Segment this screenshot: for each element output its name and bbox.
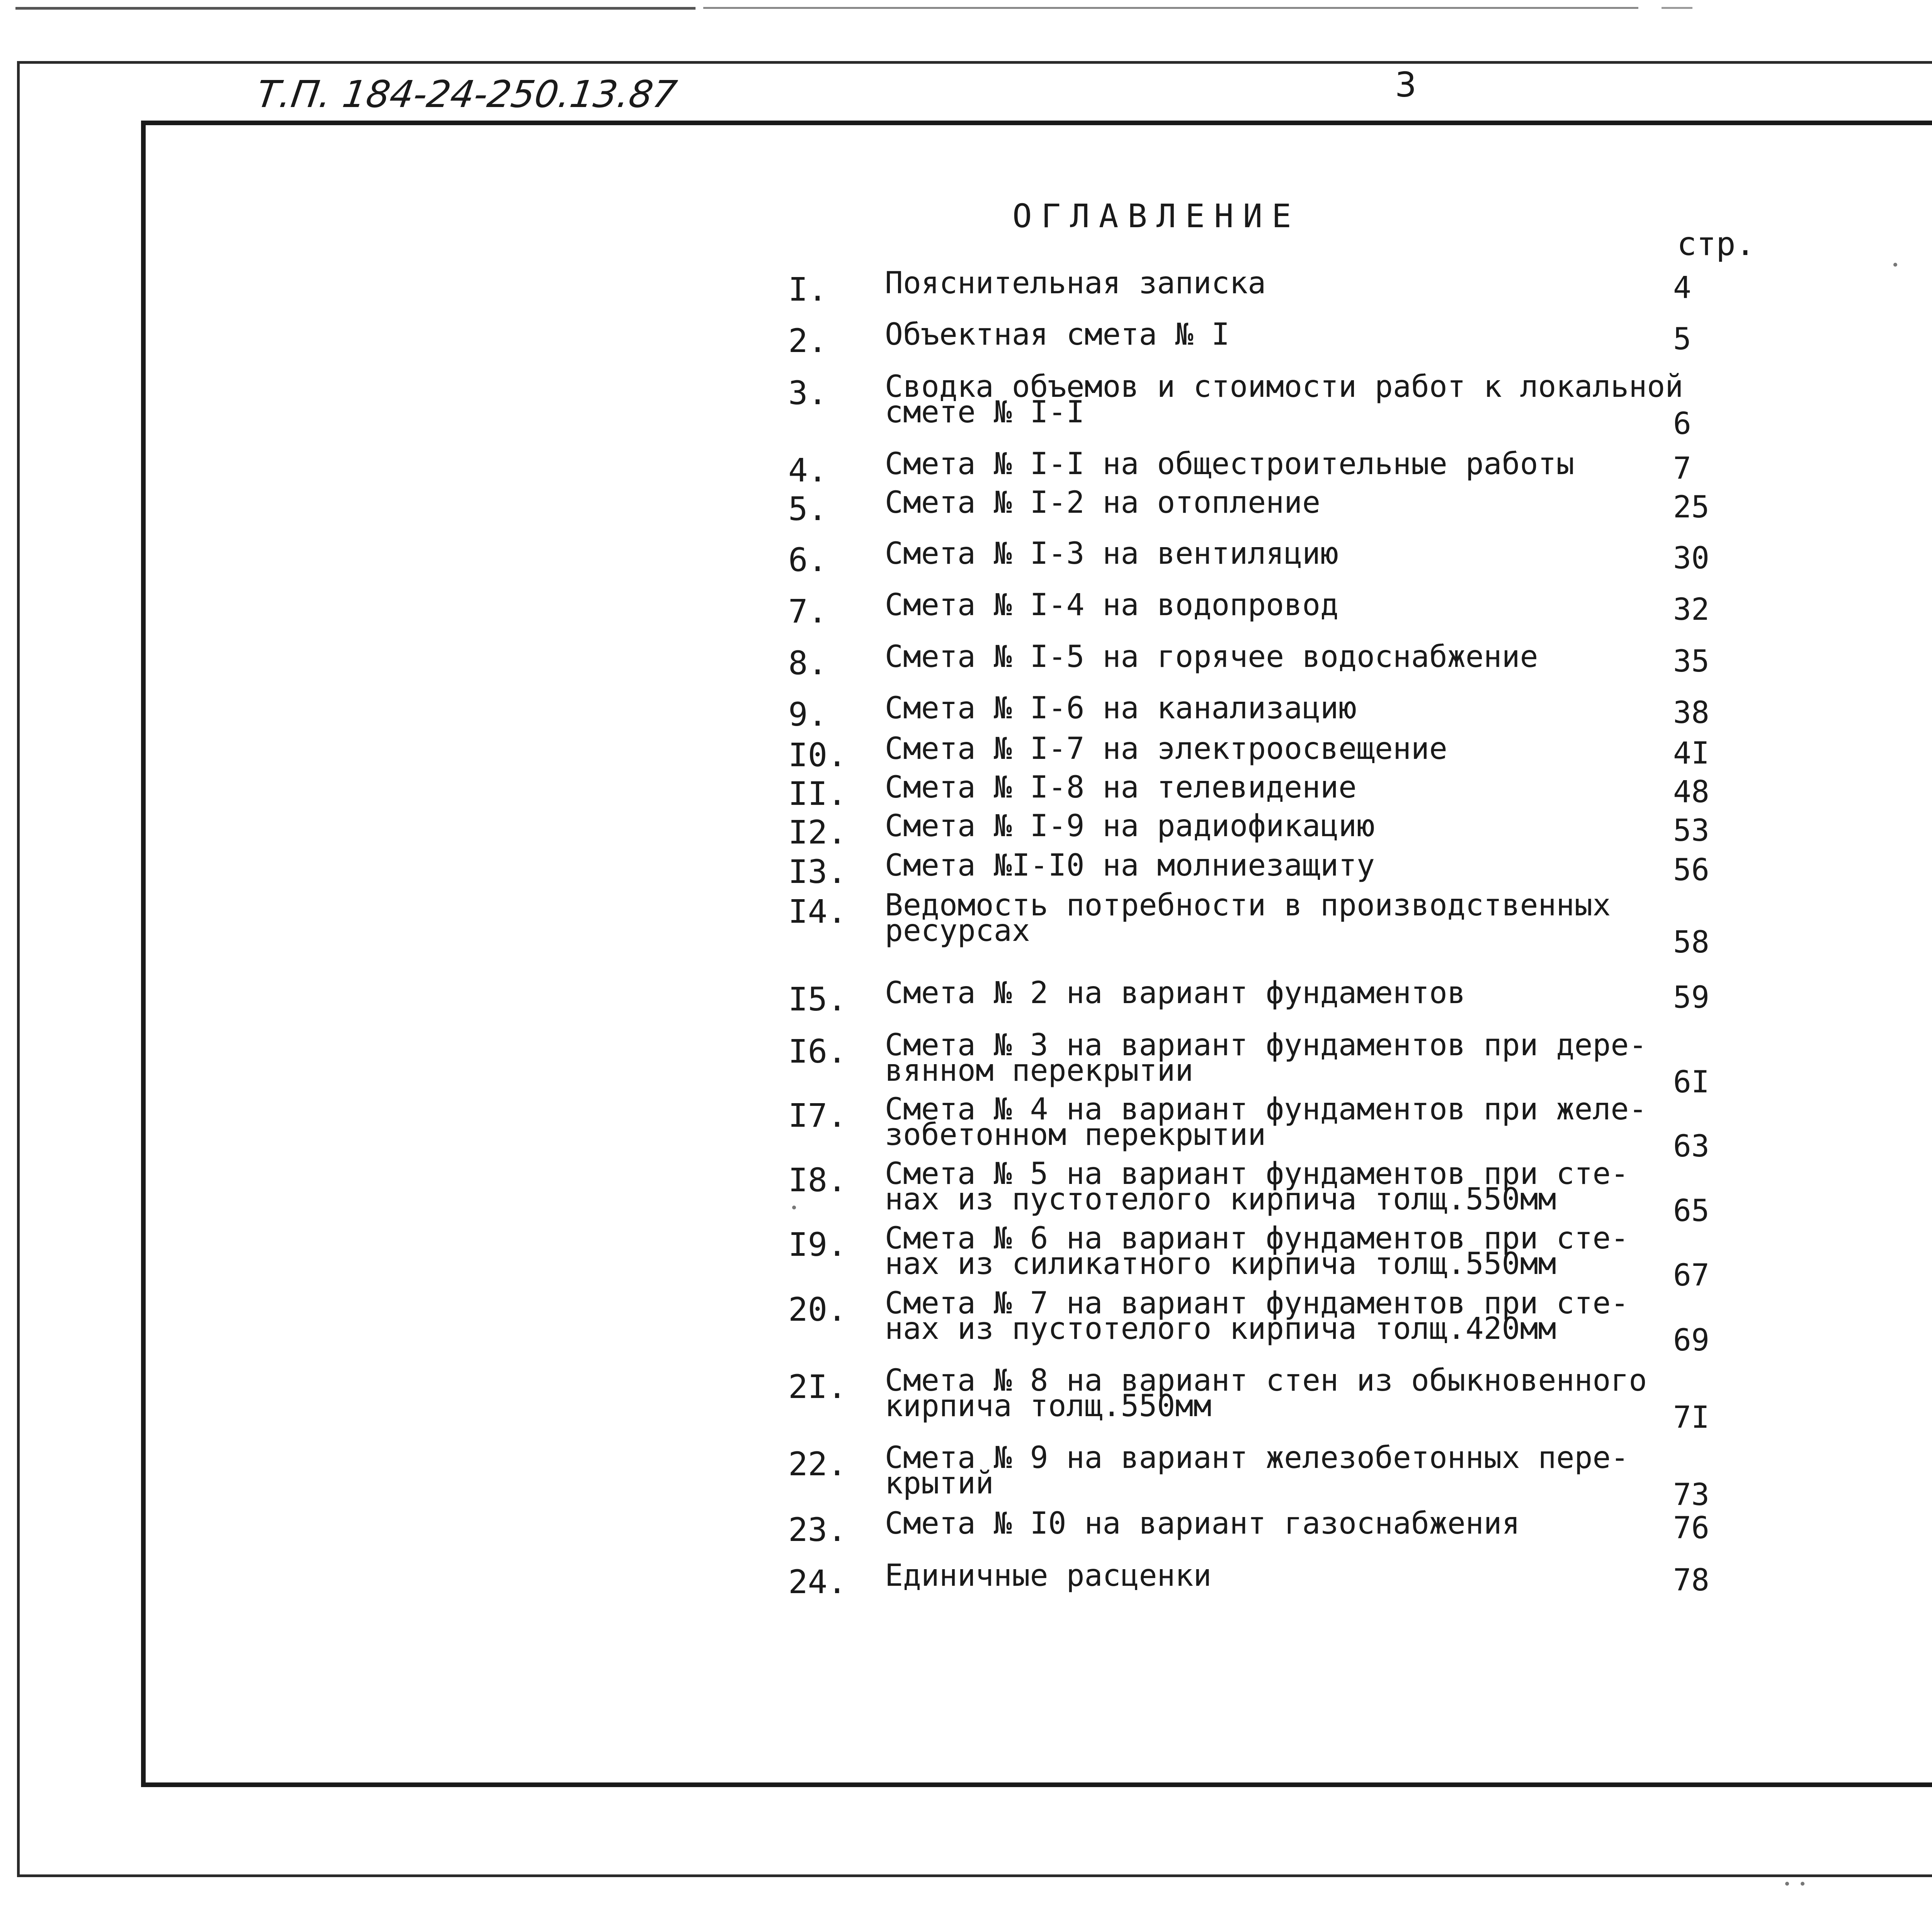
toc-entry-number: I6. [788, 1032, 847, 1070]
toc-entry-page: 63 [1673, 1129, 1709, 1164]
toc-entry-title: Смета № I-I на общестроительные работы [885, 447, 1575, 481]
toc-entry-number: I4. [788, 893, 847, 930]
scan-speck [1785, 1882, 1789, 1886]
toc-entry-page: 53 [1673, 813, 1709, 848]
toc-entry-title: Смета № I-7 на электроосвещение [885, 731, 1447, 766]
scan-speck [1893, 263, 1897, 267]
toc-entry-page: 73 [1673, 1478, 1709, 1512]
toc-entry-number: 9. [788, 696, 828, 733]
toc-entry-title: Пояснительная записка [885, 266, 1266, 301]
toc-entry-number: I8. [788, 1161, 847, 1199]
toc-entry-title: Смета № I-8 на телевидение [885, 770, 1357, 805]
toc-entry-number: I7. [788, 1097, 847, 1134]
toc-entry-number: 5. [788, 490, 828, 528]
toc-entry-page: 48 [1673, 775, 1709, 810]
toc-entry-page: 6I [1673, 1065, 1709, 1100]
toc-entry-number: 4. [788, 451, 828, 489]
toc-entry-number: 2I. [788, 1368, 847, 1406]
toc-entry-page: 30 [1673, 541, 1709, 576]
scan-line [703, 7, 1638, 9]
page-column-header: стр. [1677, 225, 1755, 263]
toc-entry-title: Смета № I0 на вариант газоснабжения [885, 1506, 1520, 1541]
toc-entry-title: Сводка объемов и стоимости работ к локальной смете № I-I [885, 369, 1684, 430]
toc-entry-number: 23. [788, 1511, 847, 1549]
toc-entry-number: 2. [788, 322, 828, 360]
toc-entry-title: Смета № 7 на вариант фундаментов при сте- нах из пустотелого кирпича толщ.420мм [885, 1286, 1629, 1346]
toc-entry-number: 24. [788, 1563, 847, 1601]
toc-entry-title: Смета № I-3 на вентиляцию [885, 536, 1338, 571]
toc-entry-number: 3. [788, 374, 828, 412]
scan-line [15, 7, 696, 10]
toc-entry-page: 4I [1673, 736, 1709, 771]
toc-entry-number: 8. [788, 644, 828, 682]
toc-entry-number: 7. [788, 592, 828, 630]
toc-entry-title: Смета № 5 на вариант фундаментов при сте- нах из пустотелого кирпича толщ.550мм [885, 1156, 1629, 1217]
toc-entry-title: Смета № 9 на вариант железобетонных пере- крытий [885, 1440, 1629, 1501]
toc-entry-page: 4 [1673, 270, 1691, 305]
toc-entry-title: Смета № 3 на вариант фундаментов при дере- вянном перекрытии [885, 1028, 1647, 1088]
toc-entry-title: Ведомость потребности в производственных ресурсах [885, 888, 1611, 948]
sheet-number: 3 [1395, 65, 1417, 105]
toc-entry-number: 20. [788, 1291, 847, 1328]
toc-entry-page: 5 [1673, 322, 1691, 357]
scan-line [1662, 7, 1692, 9]
toc-entry-title: Смета № I-6 на канализацию [885, 691, 1357, 726]
toc-entry-title: Смета № I-9 на радиофикацию [885, 809, 1375, 844]
toc-entry-page: 78 [1673, 1563, 1709, 1598]
toc-entry-number: I5. [788, 980, 847, 1018]
toc-entry-page: 7 [1673, 451, 1691, 486]
toc-entry-page: 32 [1673, 592, 1709, 627]
toc-entry-page: 65 [1673, 1194, 1709, 1228]
toc-entry-title: Смета № 4 на вариант фундаментов при желе- зобетонном перекрытии [885, 1092, 1647, 1152]
toc-title: ОГЛАВЛЕНИЕ [1012, 197, 1301, 235]
toc-entry-number: II. [788, 775, 847, 813]
toc-entry-page: 69 [1673, 1323, 1709, 1358]
toc-entry-page: 76 [1673, 1511, 1709, 1546]
toc-entry-page: 67 [1673, 1258, 1709, 1293]
toc-entry-number: 6. [788, 541, 828, 579]
scan-speck [792, 1206, 796, 1209]
toc-entry-title: Смета № 6 на вариант фундаментов при сте- нах из силикатного кирпича толщ.550мм [885, 1221, 1629, 1281]
toc-entry-page: 38 [1673, 696, 1709, 730]
toc-entry-page: 56 [1673, 853, 1709, 888]
toc-entry-page: 58 [1673, 925, 1709, 960]
toc-entry-page: 6 [1673, 406, 1691, 441]
toc-entry-number: I3. [788, 853, 847, 891]
toc-entry-title: Единичные расценки [885, 1558, 1212, 1593]
toc-entry-title: Смета № I-5 на горячее водоснабжение [885, 639, 1538, 674]
document-code: Т.П. 184-24-250.13.87 [254, 73, 680, 116]
toc-entry-page: 7I [1673, 1400, 1709, 1435]
toc-entry-page: 59 [1673, 980, 1709, 1015]
toc-entry-number: I. [788, 270, 828, 308]
toc-entry-title: Объектная смета № I [885, 317, 1230, 352]
toc-entry-number: I9. [788, 1226, 847, 1264]
toc-entry-number: I2. [788, 813, 847, 851]
scan-speck [1801, 1882, 1804, 1886]
toc-entry-number: I0. [788, 736, 847, 774]
toc-entry-title: Смета № 2 на вариант фундаментов [885, 976, 1466, 1010]
toc-entry-title: Смета № I-2 на отопление [885, 485, 1321, 520]
toc-entry-title: Смета №I-I0 на молниезащиту [885, 848, 1375, 883]
toc-entry-page: 35 [1673, 644, 1709, 679]
toc-entry-number: 22. [788, 1445, 847, 1483]
toc-entry-title: Смета № I-4 на водопровод [885, 588, 1338, 622]
toc-entry-title: Смета № 8 на вариант стен из обыкновенного кирпича толщ.550мм [885, 1363, 1647, 1423]
toc-entry-page: 25 [1673, 490, 1709, 525]
